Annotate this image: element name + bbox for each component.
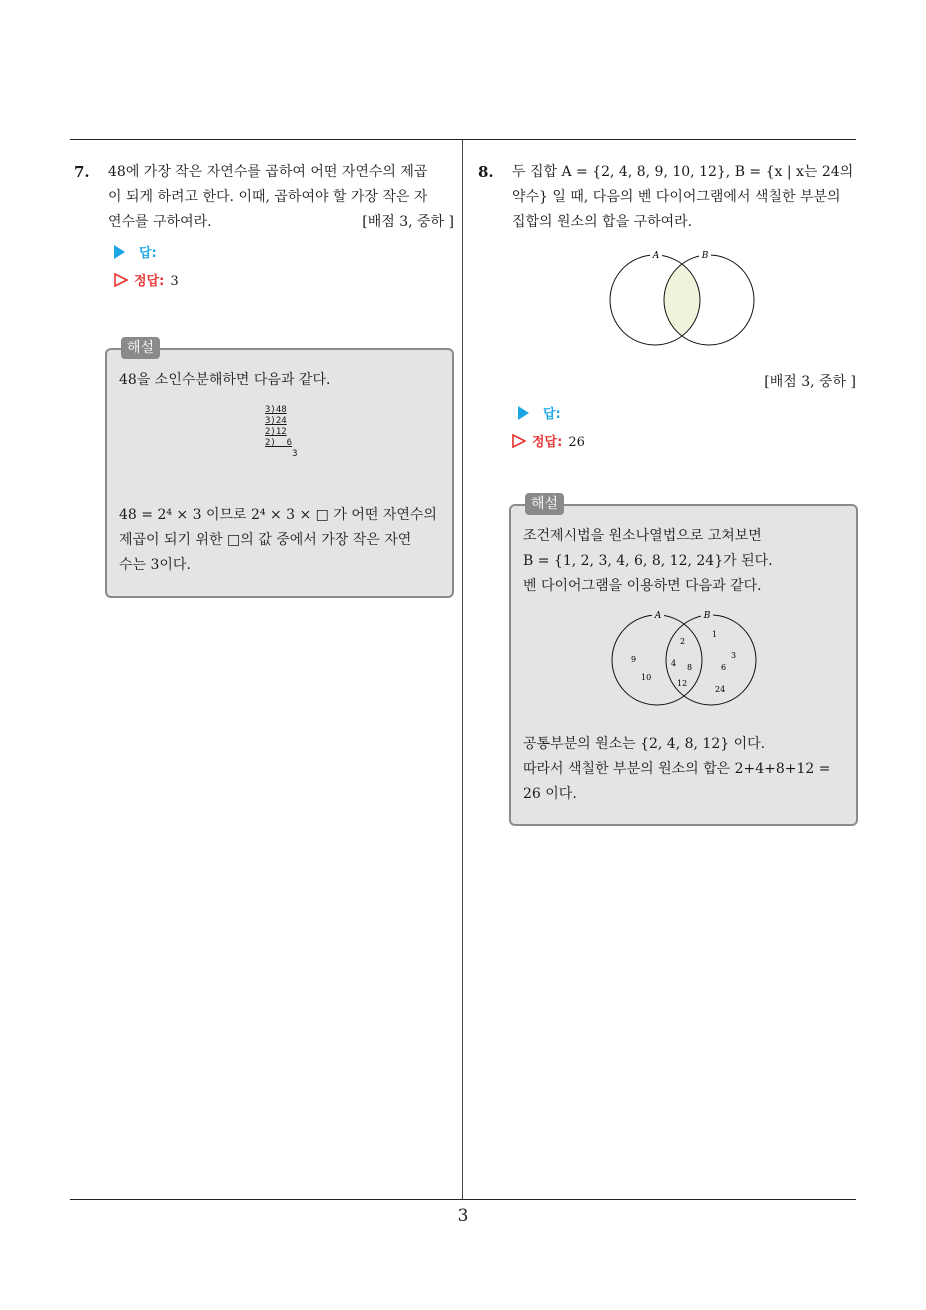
venn-element: 6 xyxy=(721,663,727,672)
question-7-text xyxy=(74,160,454,235)
question-line: 약수} 일 때, 다음의 벤 다이어그램에서 색칠한 부분의 xyxy=(512,189,841,205)
solution-line: B = {1, 2, 3, 4, 6, 8, 12, 24}가 된다. xyxy=(523,553,773,569)
answer-label: 답: xyxy=(543,407,561,422)
top-rule xyxy=(70,139,856,140)
solution-tag: 해설 xyxy=(525,493,564,515)
outline-triangle-icon xyxy=(114,273,128,287)
venn-label-b: B xyxy=(701,251,709,261)
venn-element: 12 xyxy=(677,679,688,688)
correct-label: 정답: xyxy=(134,274,165,289)
play-icon xyxy=(114,245,125,259)
score-label: [배점 3, 중하 ] xyxy=(764,374,856,390)
correct-label: 정답: xyxy=(532,435,563,450)
correct-value: 3 xyxy=(170,274,179,289)
question-line: 연수를 구하여라. xyxy=(108,214,212,230)
solution-tag: 해설 xyxy=(121,337,160,359)
play-icon xyxy=(518,406,529,420)
question-line: 이 되게 하려고 한다. 이때, 곱하여야 할 가장 작은 자 xyxy=(108,189,428,205)
venn-element: 3 xyxy=(731,651,737,660)
venn-circle-a xyxy=(612,615,702,705)
answer-row xyxy=(518,402,858,424)
solution-line: 26 이다. xyxy=(523,786,577,802)
division-step: 3)48 xyxy=(265,405,287,415)
question-number: 7. xyxy=(74,163,90,181)
solution-line: 벤 다이어그램을 이용하면 다음과 같다. xyxy=(523,578,762,594)
venn-element: 1 xyxy=(712,630,718,639)
answer-label: 답: xyxy=(139,246,157,261)
solution-box-7 xyxy=(105,340,454,598)
venn-label-a: A xyxy=(652,251,660,261)
solution-line: 따라서 색칠한 부분의 원소의 합은 2+4+8+12 = xyxy=(523,761,831,777)
correct-answer-row xyxy=(114,269,454,291)
division-step: 2) 6 xyxy=(265,438,293,448)
question-line: 48에 가장 작은 자연수를 곱하여 어떤 자연수의 제곱 xyxy=(108,164,428,180)
answer-row xyxy=(114,241,454,263)
solution-box-8 xyxy=(509,496,858,826)
venn-element: 24 xyxy=(715,685,726,694)
question-number: 8. xyxy=(478,163,494,181)
correct-answer-row xyxy=(512,430,858,452)
division-step: 2)12 xyxy=(265,427,287,437)
venn-circle-b xyxy=(666,615,756,705)
division-step: 3)24 xyxy=(265,416,287,426)
venn-label-a: A xyxy=(654,611,662,621)
correct-value: 26 xyxy=(568,435,585,450)
solution-line: 48을 소인수분해하면 다음과 같다. xyxy=(119,372,331,388)
solution-line: 제곱이 되기 위한 □의 값 중에서 가장 작은 자연 xyxy=(119,532,412,548)
question-line: 집합의 원소의 합을 구하여라. xyxy=(512,214,693,230)
score-label: [배점 3, 중하 ] xyxy=(362,214,454,230)
question-7 xyxy=(74,160,454,291)
page-number: 3 xyxy=(457,1206,469,1226)
question-8 xyxy=(478,160,858,235)
venn-label-b: B xyxy=(703,611,711,621)
question-line: 두 집합 A = {2, 4, 8, 9, 10, 12}, B = {x | x는 24의 xyxy=(512,164,854,180)
venn-element: 9 xyxy=(631,655,637,664)
question-8-text xyxy=(478,160,858,235)
venn-element: 10 xyxy=(641,673,652,682)
division-step: 3 xyxy=(265,449,298,459)
venn-element: 8 xyxy=(687,663,693,672)
column-divider xyxy=(462,140,463,1200)
division-ladder xyxy=(265,405,305,460)
solution-line: 조건제시법을 원소나열법으로 고쳐보면 xyxy=(523,528,762,544)
bottom-rule xyxy=(70,1199,856,1200)
venn-diagram-solution xyxy=(607,606,767,716)
outline-triangle-icon xyxy=(512,434,526,448)
solution-line: 공통부분의 원소는 {2, 4, 8, 12} 이다. xyxy=(523,736,766,752)
solution-line: 48 = 2⁴ × 3 이므로 2⁴ × 3 × □ 가 어떤 자연수의 xyxy=(119,507,437,523)
solution-line: 수는 3이다. xyxy=(119,557,191,573)
venn-diagram xyxy=(605,246,765,356)
venn-element: 4 xyxy=(671,659,677,668)
venn-element: 2 xyxy=(680,637,686,646)
